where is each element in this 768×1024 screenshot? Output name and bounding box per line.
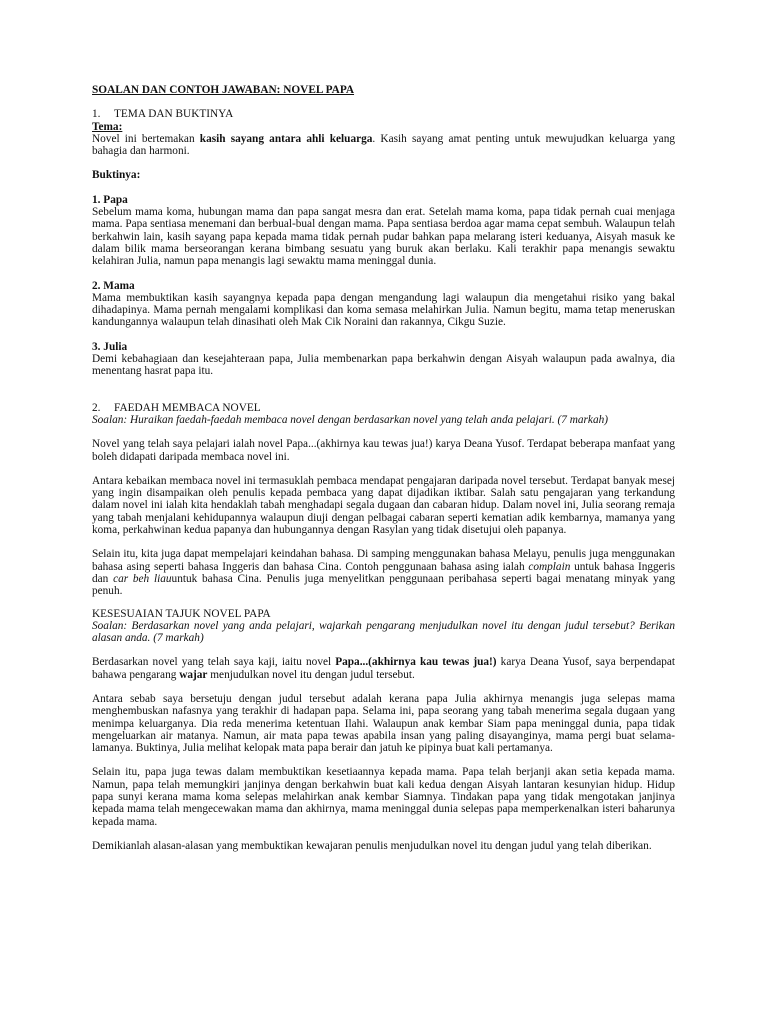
section2-paragraph-1: Novel yang telah saya pelajari ialah novel Papa...(akhirnya kau tewas jua!) karya Deana Yusof. Terdapat beberapa manfaat yang boleh didapati daripada membaca novel ini. bbox=[92, 438, 675, 463]
mama-paragraph: Mama membuktikan kasih sayangnya kepada papa dengan mengandung lagi walaupun dia mengetahui risiko yang bakal dihadapinya. Mama pernah mengalami komplikasi dan koma semasa melahirkan Julia. Namun begitu, mama tetap meneruskan kandungannya walaupun telah dinasihati oleh Mak Cik Noraini dan rakannya, Cikgu Suzie. bbox=[92, 291, 675, 329]
s3p1-text-b: karya Deana Yusof, saya berpendapat bahawa pengarang bbox=[92, 656, 676, 681]
s3p1-novel-title: Papa...(akhirnya kau tewas jua!) bbox=[335, 656, 497, 669]
section3-paragraph-1 bbox=[92, 656, 675, 681]
julia-paragraph: Demi kebahagiaan dan kesejahteraan papa, Julia membenarkan papa berkahwin dengan Aisyah walaupun pada awalnya, dia menentang hasrat papa itu. bbox=[92, 353, 675, 378]
section2-paragraph-2: Antara kebaikan membaca novel ini termasuklah pembaca mendapat pengajaran daripada novel tersebut. Terdapat banyak mesej yang ingin disampaikan oleh penulis kepada pembaca yang dapat dijadikan iktibar. Salah satu pengajaran yang terkandung dalam novel ini ialah kita hendaklah tabah menghadapi segala dugaan dan cabaran hidup. Dalam novel ini, Julia seorang remaja yang tabah menjalani kehidupannya walaupun diuji dengan pelbagai cabaran seperti kematian adik kembarnya, mamanya yang koma, perkahwinan kedua papanya dan hubungannya dengan Rasylan yang tidak disetujui oleh papanya. bbox=[92, 474, 675, 537]
papa-label: 1. Papa bbox=[92, 193, 128, 206]
section2-question: Soalan: Huraikan faedah-faedah membaca novel dengan berdasarkan novel yang telah anda pelajari. (7 markah) bbox=[92, 413, 608, 426]
section2-paragraph-3 bbox=[92, 548, 675, 597]
tema-text-post: . Kasih sayang amat penting untuk mewujudkan keluarga yang bahagia dan harmoni. bbox=[92, 132, 675, 158]
section2-number: 2. bbox=[92, 401, 101, 414]
julia-label: 3. Julia bbox=[92, 340, 128, 353]
tema-text-bold: kasih sayang antara ahli keluarga bbox=[199, 132, 373, 145]
section1-title: TEMA DAN BUKTINYA bbox=[114, 108, 234, 121]
p3-text-b: untuk bahasa Inggeris dan bbox=[92, 560, 675, 585]
tema-text-pre: Novel ini bertemakan bbox=[92, 132, 200, 145]
section3-paragraph-4: Demikianlah alasan-alasan yang membuktikan kewajaran penulis menjudulkan novel itu dengan judul yang telah diberikan. bbox=[92, 839, 652, 852]
p3-text-c: untuk bahasa Cina. Penulis juga menyelitkan penggunaan peribahasa seperti bagai menatang minyak yang penuh. bbox=[92, 572, 676, 598]
section3-heading: KESESUAIAN TAJUK NOVEL PAPA bbox=[92, 607, 271, 620]
p3-italic-carbeh: car beh liau bbox=[113, 572, 172, 585]
p3-text-a: Selain itu, kita juga dapat mempelajari keindahan bahasa. Di samping menggunakan bahasa Melayu, penulis juga menggunakan bahasa asing seperti bahasa Inggeris dan bahasa Cina. Contoh penggunaan bahasa asing ialah bbox=[92, 548, 675, 573]
tema-paragraph bbox=[92, 133, 675, 158]
mama-label: 2. Mama bbox=[92, 279, 135, 292]
s3p1-text-c: menjudulkan novel itu dengan judul tersebut. bbox=[207, 668, 415, 681]
section3-paragraph-2: Antara sebab saya bersetuju dengan judul tersebut adalah kerana papa Julia akhirnya menangis juga selepas mama menghembuskan nafasnya yang terakhir di hadapan papa. Selama ini, papa seorang yang tabah menerima segala dugaan yang menimpa keluarganya. Dia reda menerima ketentuan Ilahi. Walaupun anak kembar Siam papa meninggal dunia, papa tidak mengeluarkan air matanya. Namun, air mata papa tewas apabila insan yang paling disayanginya, mama pergi buat selama-lamanya. Buktinya, Julia melihat kelopak mata papa berair dan jatuh ke pipinya buat kali pertamanya. bbox=[92, 692, 675, 755]
section3-question: Soalan: Berdasarkan novel yang anda pelajari, wajarkah pengarang menjudulkan novel itu dengan judul tersebut? Berikan alasan anda. (7 markah) bbox=[92, 619, 675, 645]
papa-paragraph: Sebelum mama koma, hubungan mama dan papa sangat mesra dan erat. Setelah mama koma, papa tidak pernah cuai menjaga mama. Papa sentiasa menemani dan berbual-bual dengan mama. Papa sentiasa berdoa agar mama cepat sembuh. Walaupun telah berkahwin lain, kasih sayang papa kepada mama tidak pernah pudar bahkan papa melarang isteri keduanya, Aisyah masuk ke dalam bilik mama berseorangan kerana bimbang sesuatu yang buruk akan berlaku. Kali terakhir papa menangis sewaktu kelahiran Julia, namun papa menangis lagi sewaktu mama meninggal dunia. bbox=[92, 206, 675, 268]
document-title: SOALAN DAN CONTOH JAWABAN: NOVEL PAPA bbox=[92, 84, 355, 96]
section3-paragraph-3: Selain itu, papa juga tewas dalam membuktikan kesetiaannya kepada mama. Papa telah berjanji akan setia kepada mama. Namun, papa telah memungkiri janjinya dengan berkahwin buat kali kedua dengan Aisyah lantaran kesunyian hidup. Hidup papa sunyi kerana mama koma selepas melahirkan anak kembar Siamnya. Tindakan papa yang tidak mengotakan janjinya kepada mama telah mengecewakan mama dan akhirnya, mama meninggal dunia selepas papa memperkenalkan isteri baharunya kepada mama. bbox=[92, 766, 675, 828]
section2-title: FAEDAH MEMBACA NOVEL bbox=[114, 401, 261, 414]
section1-heading bbox=[92, 108, 675, 120]
section1-number: 1. bbox=[92, 108, 101, 121]
s3p1-wajar: wajar bbox=[179, 668, 208, 681]
s3p1-text-a: Berdasarkan novel yang telah saya kaji, iaitu novel bbox=[92, 656, 336, 669]
p3-italic-complain: complain bbox=[528, 560, 571, 573]
buktinya-label: Buktinya: bbox=[92, 169, 141, 182]
section2-heading bbox=[92, 402, 675, 414]
tema-label: Tema: bbox=[92, 120, 123, 133]
